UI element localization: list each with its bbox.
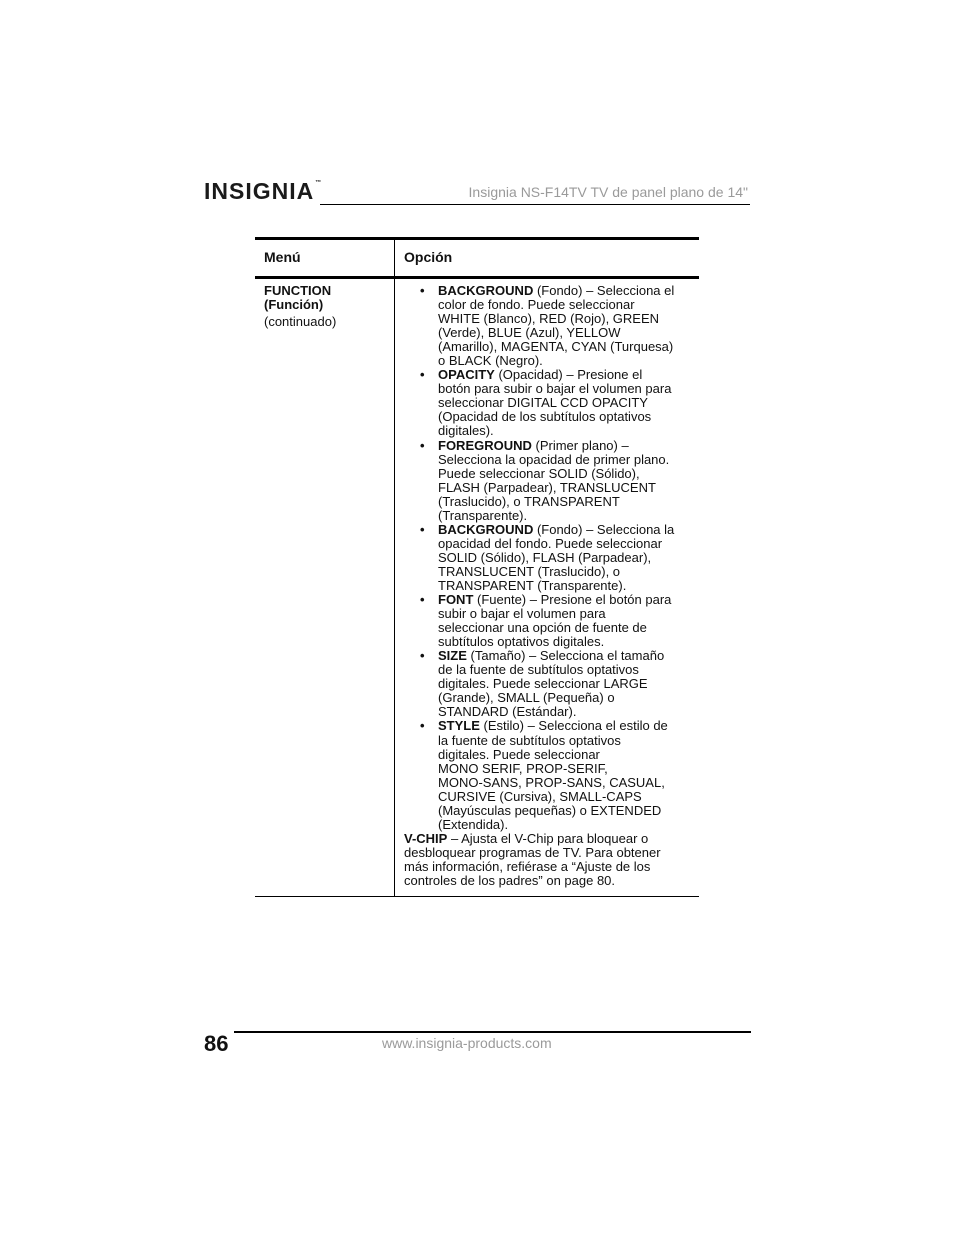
option-text-line: (Fondo) – Selecciona el (533, 283, 675, 298)
bullet-icon: • (420, 437, 425, 453)
menu-name: FUNCTION (264, 283, 332, 298)
option-text-line: TRANSPARENT (Transparente). (438, 577, 627, 593)
option-text-line: digitales. Puede seleccionar LARGE (438, 676, 648, 692)
menu-option-table (255, 237, 699, 897)
option-text-line: MONO SERIF, PROP-SERIF, (438, 760, 608, 776)
option-item (404, 719, 691, 831)
option-text-line: (Primer plano) – (531, 437, 629, 453)
option-item (404, 649, 691, 719)
bullet-icon: • (420, 718, 425, 734)
option-text-line: MONO-SANS, PROP-SANS, CASUAL, (438, 774, 665, 790)
option-text-line: (Mayúsculas pequeñas) o EXTENDED (438, 802, 662, 818)
column-header-option: Opción (404, 249, 453, 265)
vchip-text-line: más información, refiérase a “Ajuste de los (404, 858, 651, 874)
option-text-line: (Traslucido), o TRANSPARENT (438, 493, 620, 509)
bullet-icon: • (420, 592, 425, 608)
option-text-line: (Opacidad de los subtítulos optativos (438, 409, 652, 425)
page-number: 86 (204, 1031, 229, 1056)
header-cell-option (395, 240, 699, 276)
insignia-logo (204, 180, 322, 203)
option-text-line: FLASH (Parpadear), TRANSLUCENT (438, 479, 656, 495)
option-cell (395, 279, 699, 896)
option-text-line: SOLID (Sólido), FLASH (Parpadear), (438, 549, 652, 565)
option-keyword: FONT (438, 592, 474, 608)
option-text-line: botón para subir o bajar el volumen para (438, 381, 672, 397)
table-row (255, 279, 699, 897)
option-text-line: TRANSLUCENT (Traslucido), o (438, 563, 621, 579)
option-item (404, 523, 691, 593)
option-text-line: seleccionar DIGITAL CCD OPACITY (438, 395, 648, 411)
option-keyword: BACKGROUND (438, 283, 534, 298)
option-item (404, 593, 691, 649)
bullet-icon: • (420, 367, 425, 383)
option-text-line: color de fondo. Puede seleccionar (438, 297, 635, 313)
option-keyword: SIZE (438, 648, 467, 664)
option-text-line: digitales. Puede seleccionar (438, 746, 600, 762)
header-cell-menu (255, 240, 395, 276)
option-list (404, 284, 691, 832)
option-text-line: WHITE (Blanco), RED (Rojo), GREEN (438, 311, 660, 327)
option-text-line: o BLACK (Negro). (438, 353, 543, 369)
option-text-line: (Estilo) – Selecciona el estilo de (479, 718, 668, 734)
bullet-icon: • (420, 648, 425, 664)
option-item (404, 368, 691, 438)
option-text-line: (Amarillo), MAGENTA, CYAN (Turquesa) (438, 339, 674, 355)
option-text-line: (Fuente) – Presione el botón para (473, 592, 672, 608)
option-text-line: (Extendida). (438, 816, 509, 832)
bullet-icon: • (420, 521, 425, 537)
vchip-text-line: controles de los padres” on page 80. (404, 872, 616, 888)
option-keyword: BACKGROUND (438, 521, 534, 537)
column-header-menu: Menú (264, 249, 301, 265)
footer-rule (234, 1031, 751, 1033)
option-text-line: seleccionar una opción de fuente de (438, 620, 647, 636)
option-text-line: opacidad del fondo. Puede seleccionar (438, 535, 663, 551)
option-item (404, 439, 691, 523)
option-text-line: (Opacidad) – Presione el (494, 367, 643, 383)
option-text-line: (Grande), SMALL (Pequeña) o (438, 690, 615, 706)
option-text-line: (Verde), BLUE (Azul), YELLOW (438, 325, 621, 341)
option-text-line: Selecciona la opacidad de primer plano. (438, 451, 670, 467)
vchip-text-line: – Ajusta el V-Chip para bloquear o (447, 830, 649, 846)
header-rule (320, 204, 750, 205)
menu-name-translation: (Función) (264, 297, 324, 312)
option-text-line: subir o bajar el volumen para (438, 606, 606, 622)
logo-text: INSIGNIA (204, 178, 315, 204)
option-keyword: STYLE (438, 718, 480, 734)
option-text-line: digitales). (438, 423, 494, 439)
option-text-line: STANDARD (Estándar). (438, 704, 577, 720)
menu-continued-note: (continuado) (264, 314, 337, 329)
menu-cell (255, 279, 395, 896)
option-text-line: subtítulos optativos digitales. (438, 634, 605, 650)
option-text-line: (Tamaño) – Selecciona el tamaño (466, 648, 665, 664)
bullet-icon: • (420, 283, 425, 298)
vchip-text-line: desbloquear programas de TV. Para obtener (404, 844, 661, 860)
option-text-line: CURSIVE (Cursiva), SMALL-CAPS (438, 788, 642, 804)
option-text-line: la fuente de subtítulos optativos (438, 732, 621, 748)
vchip-paragraph (404, 832, 691, 888)
header-title: Insignia NS-F14TV TV de panel plano de 14" (468, 184, 748, 200)
option-text-line: (Transparente). (438, 507, 528, 523)
option-item (404, 284, 691, 368)
option-keyword: OPACITY (438, 367, 495, 383)
option-text-line: de la fuente de subtítulos optativos (438, 662, 639, 678)
option-text-line: (Fondo) – Selecciona la (533, 521, 675, 537)
vchip-keyword: V-CHIP (404, 830, 448, 846)
option-text-line: Puede seleccionar SOLID (Sólido), (438, 465, 640, 481)
table-header-row (255, 240, 699, 279)
logo-trademark: ™ (315, 180, 323, 186)
footer-url: www.insignia-products.com (382, 1035, 552, 1051)
option-keyword: FOREGROUND (438, 437, 532, 453)
